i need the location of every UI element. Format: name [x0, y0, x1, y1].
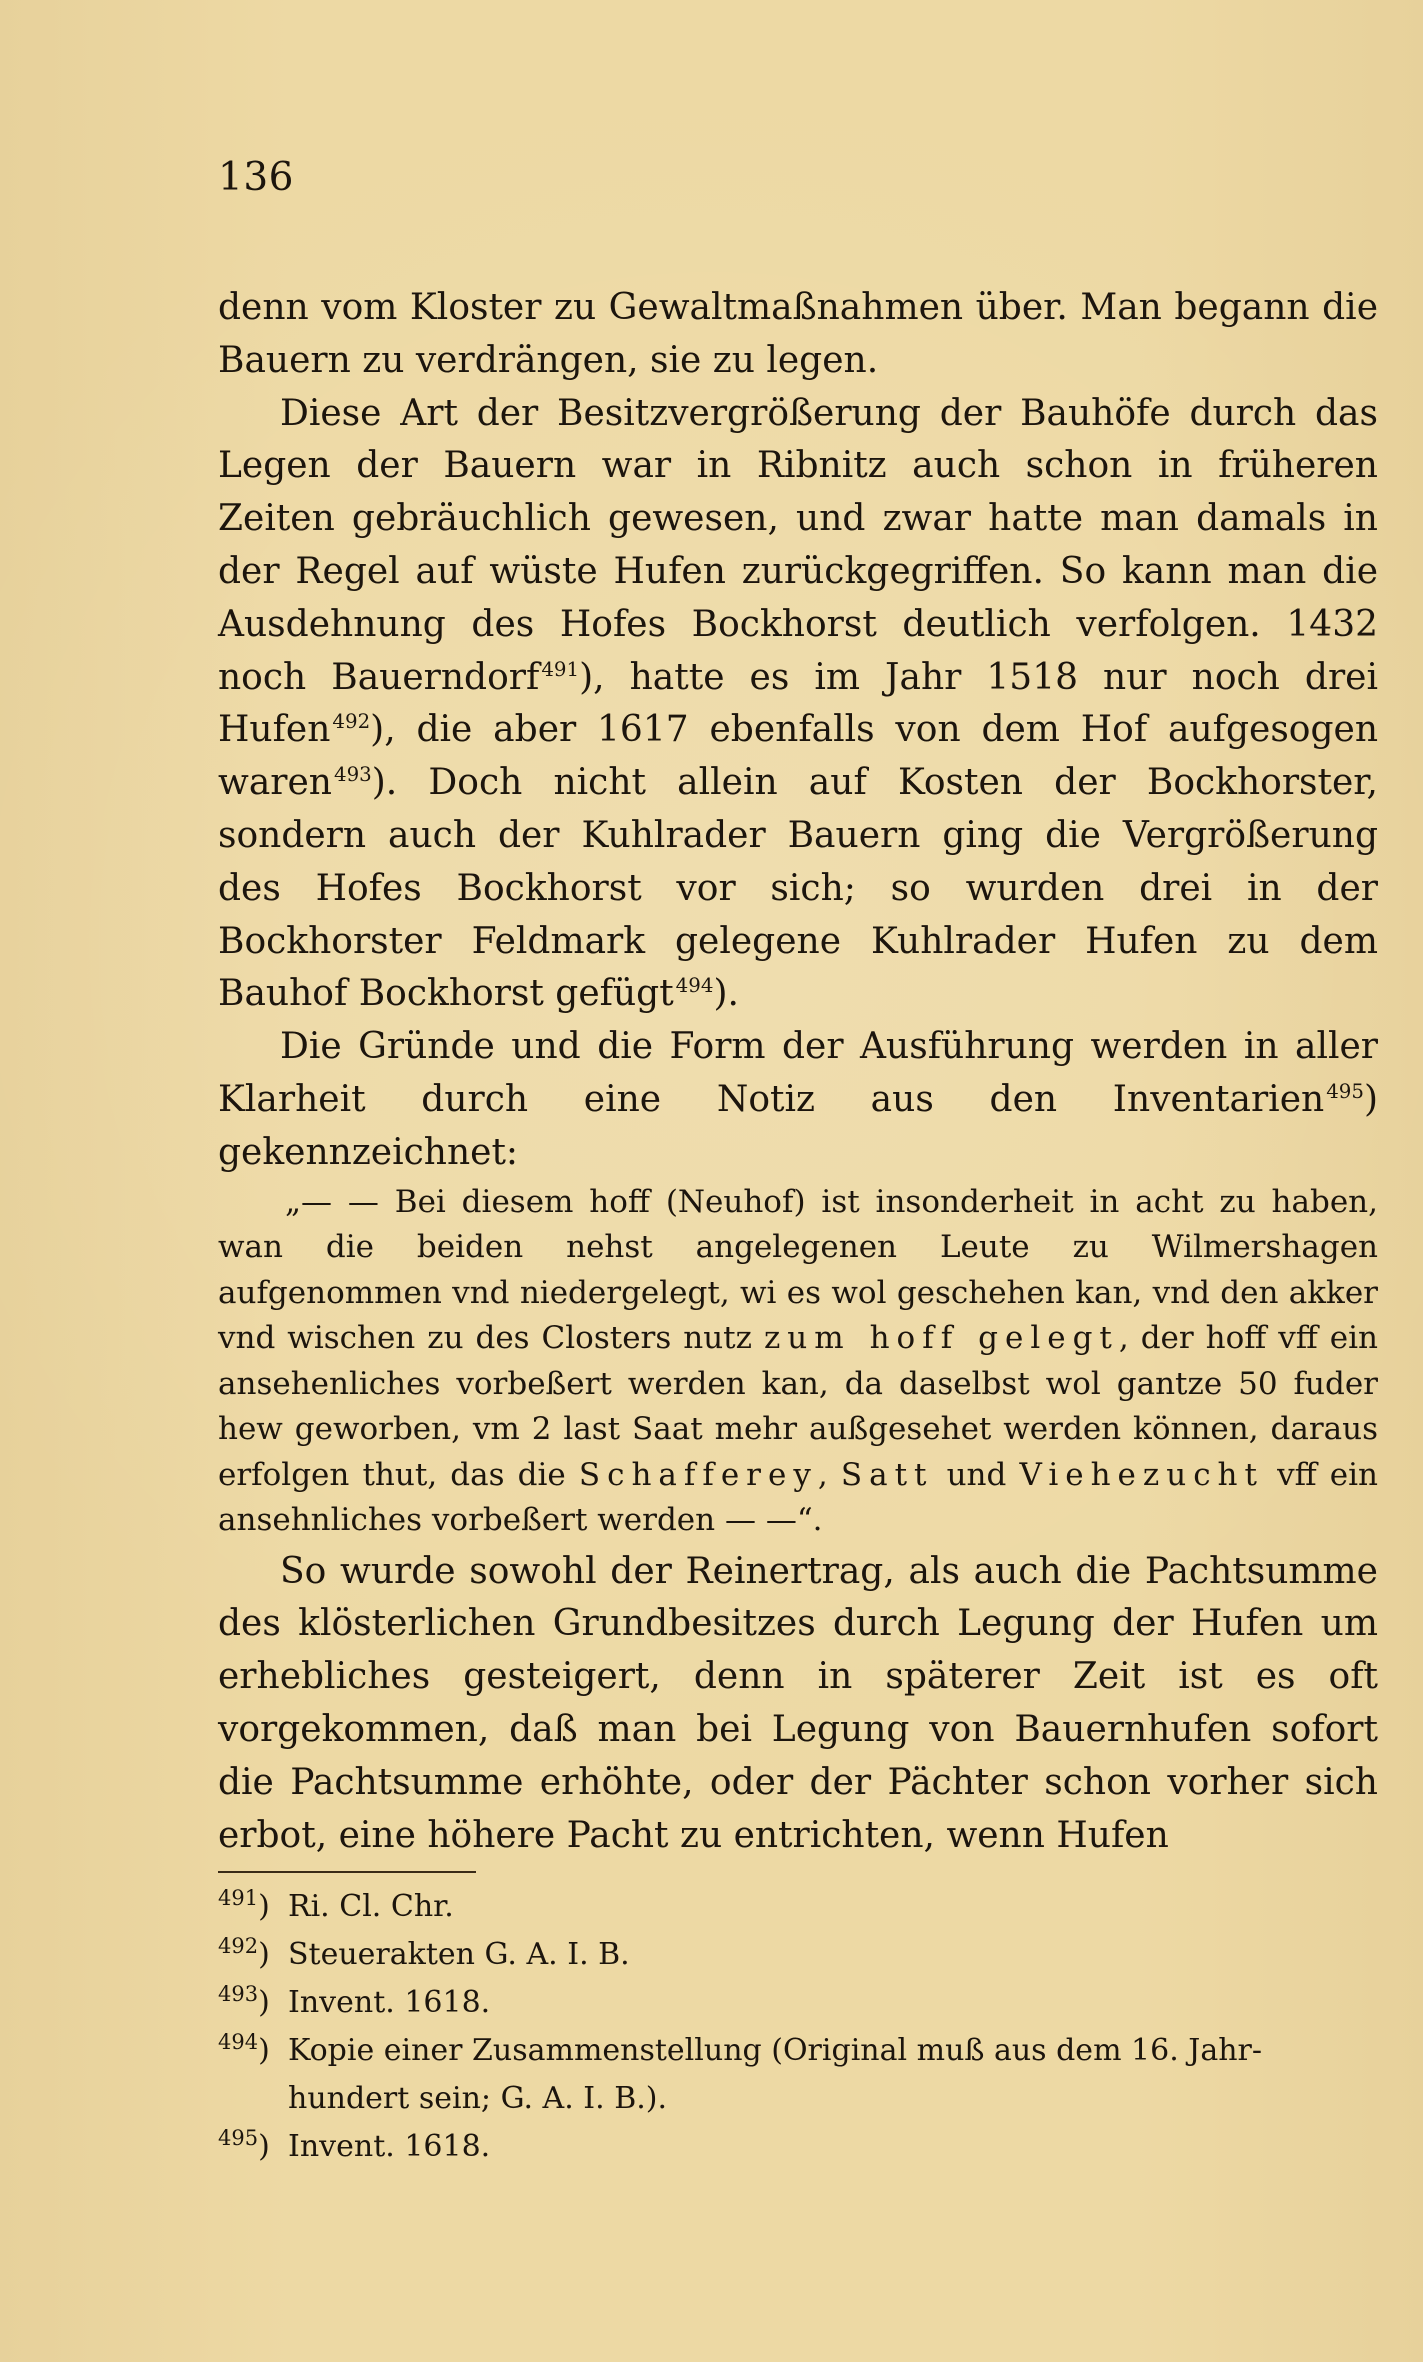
- footnote-494: [218, 2027, 1378, 2075]
- quote-text: ,: [817, 1456, 828, 1493]
- footnote-bracket: ): [258, 1985, 270, 2021]
- footnote-text: Steuerakten G. A. I. B.: [288, 1937, 630, 1973]
- body-paragraph-2: [218, 388, 1378, 1022]
- quote-text: vff ein ansehnliches vorbeßert werden — —“.: [218, 1456, 1378, 1539]
- paragraph-text: So wurde sowohl der Reinertrag, als auch die Pachtsumme des klösterlichen Grundbesitzes durch Legung der Hufen um erhebliches gesteigert, denn in späterer Zeit ist es oft vorgekommen, daß man bei Legung von Bauernhufen sofort die Pachtsumme erhöhte, oder der Pächter schon vorher sich erbot, eine höhere Pacht zu entrichten, wenn Hufen: [218, 1550, 1378, 1856]
- block-quote: [218, 1180, 1378, 1544]
- emphasis-spaced-text: Satt: [840, 1456, 934, 1493]
- footnotes: [218, 1883, 1378, 2171]
- footnote-491: [218, 1883, 1378, 1931]
- paragraph-text: ), die aber 1617 ebenfalls von dem Hof aufgesogen waren: [218, 709, 1378, 804]
- footnote-493: [218, 1979, 1378, 2027]
- quote-text: , der hoff vff ein ansehenliches vorbeßert werden kan, da daselbst wol gantze 50 fuder hew geworben, vm 2 last Saat mehr außgesehet werden können, daraus erfolgen thut, das die: [218, 1320, 1379, 1493]
- footnote-492: [218, 1931, 1378, 1979]
- footnote-text: Ri. Cl. Chr.: [288, 1889, 454, 1925]
- footnote-text: Kopie einer Zusammenstellung (Original muß aus dem 16. Jahr-: [288, 2033, 1263, 2069]
- emphasis-spaced-text: Viehezucht: [1019, 1456, 1264, 1493]
- emphasis-spaced-text: Schafferey: [578, 1456, 818, 1493]
- footnote-reference: 495: [1326, 1079, 1364, 1103]
- body-paragraph-4: [218, 1546, 1378, 1863]
- footnote-number: 493: [218, 1982, 259, 2007]
- footnote-495: [218, 2123, 1378, 2171]
- footnote-text: Invent. 1618.: [288, 2129, 491, 2165]
- quote-text: „— — Bei diesem hoff (Neuhof) ist insonderheit in acht zu haben, wan die beiden nehst angelegenen Leute zu Wilmershagen aufgenommen vnd niedergelegt, wi es wol geschehen kan, vnd den akker vnd wischen zu des Closters nutz: [218, 1183, 1378, 1357]
- footnote-bracket: ): [258, 1889, 270, 1925]
- footnote-marker: [218, 1883, 288, 1931]
- footnote-marker: [218, 2123, 288, 2171]
- footnote-reference: 494: [675, 974, 714, 998]
- footnote-number: 495: [218, 2126, 259, 2151]
- footnote-divider: [218, 1871, 476, 1873]
- body-paragraph-1: [218, 282, 1378, 388]
- quote-text: und: [946, 1456, 1007, 1493]
- footnote-number: 491: [218, 1886, 259, 1911]
- footnote-marker: [218, 1979, 288, 2027]
- paragraph-text: ). Doch nicht allein auf Kosten der Bockhorster, sondern auch der Kuhlrader Bauern ging die Vergrößerung des Hofes Bockhorst vor sich; so wurden drei in der Bockhorster Feldmark gelegene Kuhlrader Hufen zu dem Bauhof Bockhorst gefügt: [218, 762, 1378, 1015]
- body-paragraph-3: [218, 1021, 1378, 1179]
- paragraph-text: ).: [713, 973, 739, 1015]
- footnote-reference: 493: [333, 763, 372, 787]
- footnote-marker: [218, 2027, 288, 2075]
- paragraph-text: ) gekennzeichnet:: [218, 1078, 1378, 1173]
- footnote-bracket: ): [258, 2129, 270, 2165]
- paragraph-text: ), hatte es im Jahr 1518 nur noch drei Hufen: [218, 656, 1378, 751]
- footnote-bracket: ): [258, 1937, 270, 1973]
- footnote-number: 492: [218, 1934, 259, 1959]
- emphasis-spaced-text: zum hoff gelegt: [763, 1320, 1119, 1357]
- footnote-bracket: ): [258, 2033, 270, 2069]
- footnote-marker: [218, 1931, 288, 1979]
- footnote-reference: 492: [332, 710, 371, 734]
- footnote-reference: 491: [541, 657, 580, 681]
- footnote-number: 494: [218, 2030, 259, 2055]
- page-number: 136: [218, 155, 294, 200]
- footnote-text: Invent. 1618.: [288, 1985, 491, 2021]
- paragraph-text: Diese Art der Besitzvergrößerung der Bauhöfe durch das Legen der Bauern war in Ribnitz auch schon in früheren Zeiten gebräuchlich gewesen, und zwar hatte man damals in der Regel auf wüste Hufen zurückgegriffen. So kann man die Ausdehnung des Hofes Bockhorst deutlich verfolgen. 1432 noch Bauerndorf: [218, 392, 1378, 698]
- footnote-continuation: hundert sein; G. A. I. B.).: [288, 2081, 668, 2117]
- paragraph-text: Die Gründe und die Form der Ausführung werden in aller Klarheit durch eine Notiz aus den Inventarien: [218, 1026, 1378, 1120]
- paragraph-text: denn vom Kloster zu Gewaltmaßnahmen über. Man begann die Bauern zu verdrängen, sie zu legen.: [218, 287, 1378, 381]
